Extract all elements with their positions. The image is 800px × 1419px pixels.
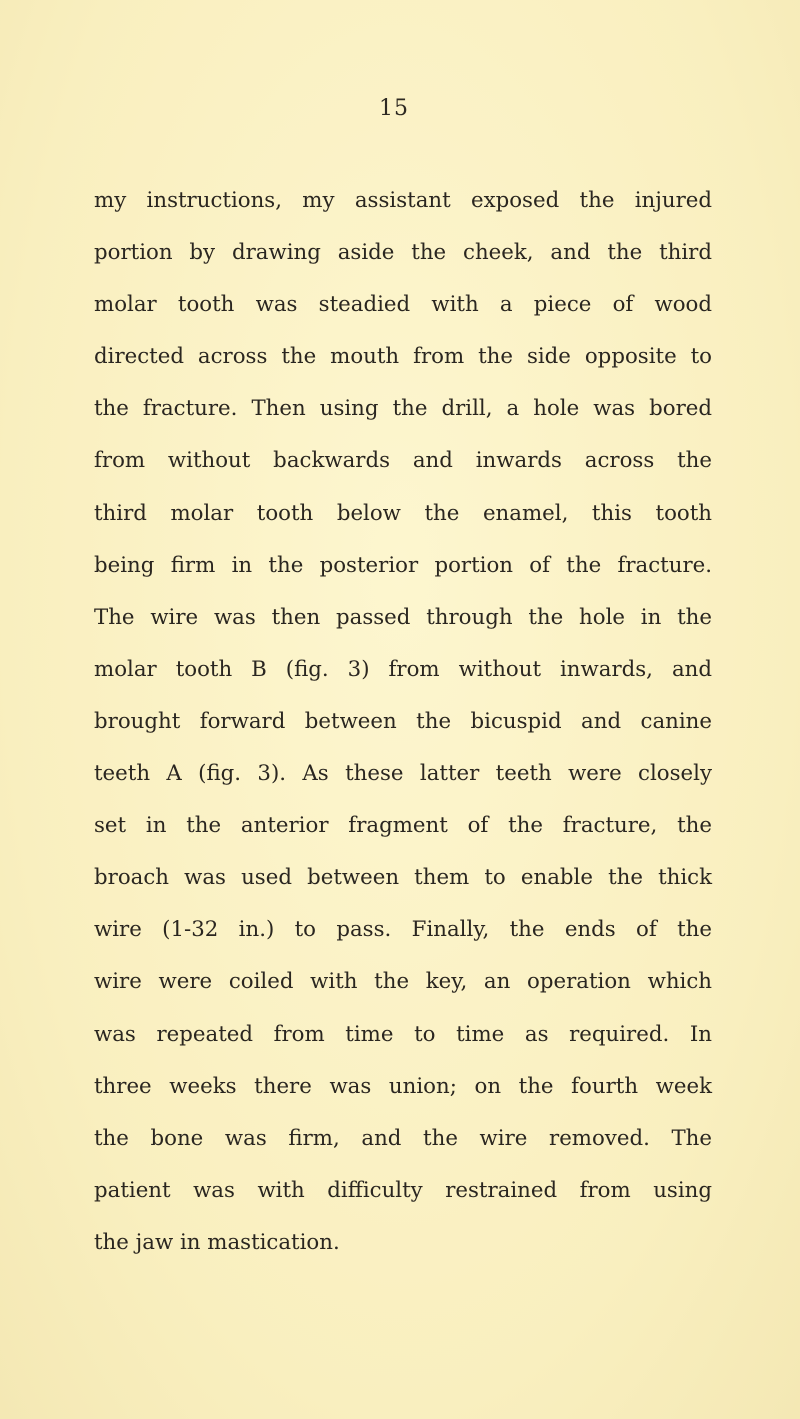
text-line: broach was used between them to enable the thick: [94, 865, 712, 891]
text-line: my instructions, my assistant exposed the injured: [94, 188, 712, 213]
text-line: was repeated from time to time as required. In: [94, 1021, 712, 1047]
text-line: directed across the mouth from the side opposite to: [94, 344, 712, 370]
text-line: wire (1-32 in.) to pass. Finally, the ends of the: [94, 917, 712, 943]
text-line: the jaw in mastication.: [94, 1229, 340, 1255]
text-line: The wire was then passed through the hole in the: [94, 604, 712, 630]
text-line: molar tooth was steadied with a piece of wood: [94, 292, 712, 318]
text-line: molar tooth B (fig. 3) from without inwards, and: [94, 656, 712, 682]
text-line: being firm in the posterior portion of the fracture.: [94, 552, 712, 578]
text-line: teeth A (fig. 3). As these latter teeth were closely: [94, 761, 712, 787]
text-line: the bone was firm, and the wire removed. The: [94, 1125, 712, 1151]
text-line: patient was with difficulty restrained from using: [94, 1177, 712, 1203]
body-text: [94, 175, 712, 1269]
text-line: the fracture. Then using the drill, a hole was bored: [94, 396, 712, 422]
page-number: 15: [379, 96, 409, 121]
text-line: wire were coiled with the key, an operation which: [94, 969, 712, 995]
text-line: three weeks there was union; on the fourth week: [94, 1073, 712, 1099]
text-line: portion by drawing aside the cheek, and the third: [94, 240, 712, 266]
text-line: third molar tooth below the enamel, this tooth: [94, 500, 712, 526]
text-line: from without backwards and inwards across the: [94, 448, 712, 474]
text-line: brought forward between the bicuspid and canine: [94, 708, 712, 734]
text-line: set in the anterior fragment of the fracture, the: [94, 813, 712, 839]
